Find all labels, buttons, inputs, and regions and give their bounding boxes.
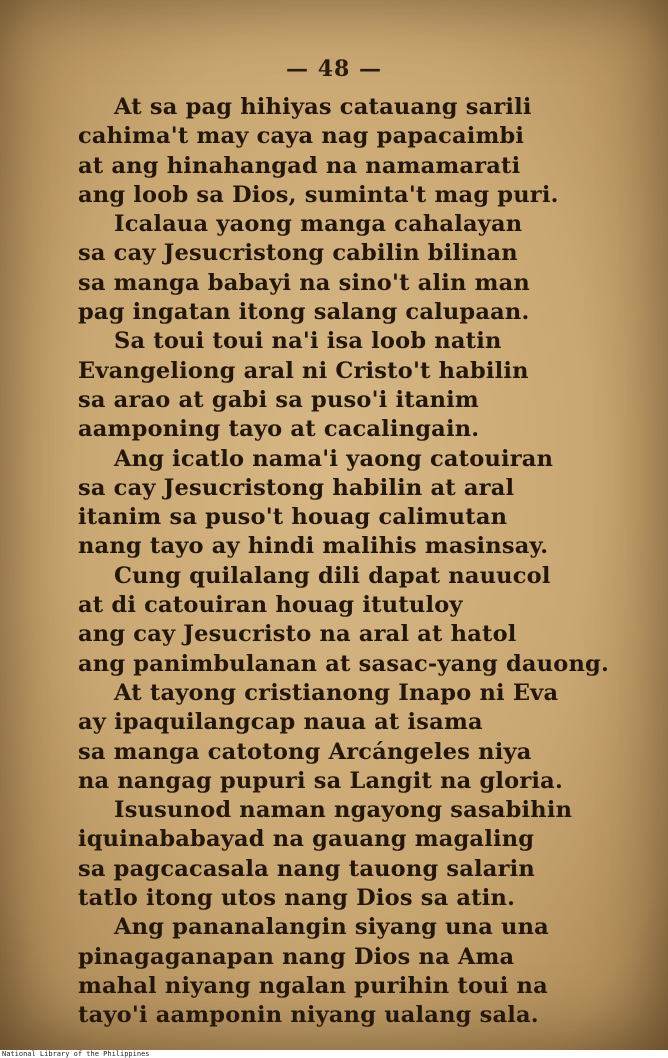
text-line: iquinababayad na gauang magaling [78,826,535,853]
text-line: ang cay Jesucristo na aral at hatol [78,621,517,648]
text-line: at ang hinahangad na namamarati [78,152,521,179]
text-line: sa cay Jesucristong cabilin bilinan [78,240,518,267]
text-line: aamponing tayo at cacalingain. [78,416,480,443]
text-line: At tayong cristianong Inapo ni Eva [114,679,559,706]
text-line: sa arao at gabi sa puso'i itanim [78,386,479,413]
text-line: ang panimbulanan at sasac-yang dauong. [78,650,609,677]
text-line: At sa pag hihiyas catauang sarili [114,94,532,120]
text-line: Sa toui toui na'i isa loob natin [114,328,502,355]
text-line: Evangeliong aral ni Cristo't habilin [78,357,529,384]
text-line: pinagaganapan nang Dios na Ama [78,943,515,970]
text-line: at di catouiran houag itutuloy [78,592,463,619]
text-line: tatlo itong utos nang Dios sa atin. [78,885,516,912]
text-line: cahima't may caya nag papacaimbi [78,123,525,150]
footer-credit: National Library of the Philippines [0,1050,668,1058]
text-line: Ang icatlo nama'i yaong catouiran [114,445,554,472]
text-line: sa manga babayi na sino't alin man [78,269,530,296]
text-line: ay ipaquilangcap naua at isama [78,709,483,736]
text-line: Ang pananalangin siyang una una [114,914,549,941]
text-line: pag ingatan itong salang calupaan. [78,299,530,326]
text-line: Icalaua yaong manga cahalayan [114,211,523,238]
text-line: itanim sa puso't houag calimutan [78,504,508,531]
text-line: nang tayo ay hindi malihis masinsay. [78,533,549,560]
text-line: Isusunod naman ngayong sasabihin [114,797,573,824]
text-line: sa manga catotong Arcángeles niya [78,738,532,765]
text-line: mahal niyang ngalan purihin toui na [78,972,548,999]
text-line: sa pagcacasala nang tauong salarin [78,855,535,882]
text-line: sa cay Jesucristong habilin at aral [78,474,515,501]
text-line: ang loob sa Dios, suminta't mag puri. [78,181,559,208]
text-line: na nangag pupuri sa Langit na gloria. [78,767,563,794]
poem-text [78,93,638,1031]
page-number: — 48 — [286,56,382,82]
text-line: tayo'i aamponin niyang ualang sala. [78,1002,539,1029]
text-line: Cung quilalang dili dapat nauucol [114,562,551,589]
